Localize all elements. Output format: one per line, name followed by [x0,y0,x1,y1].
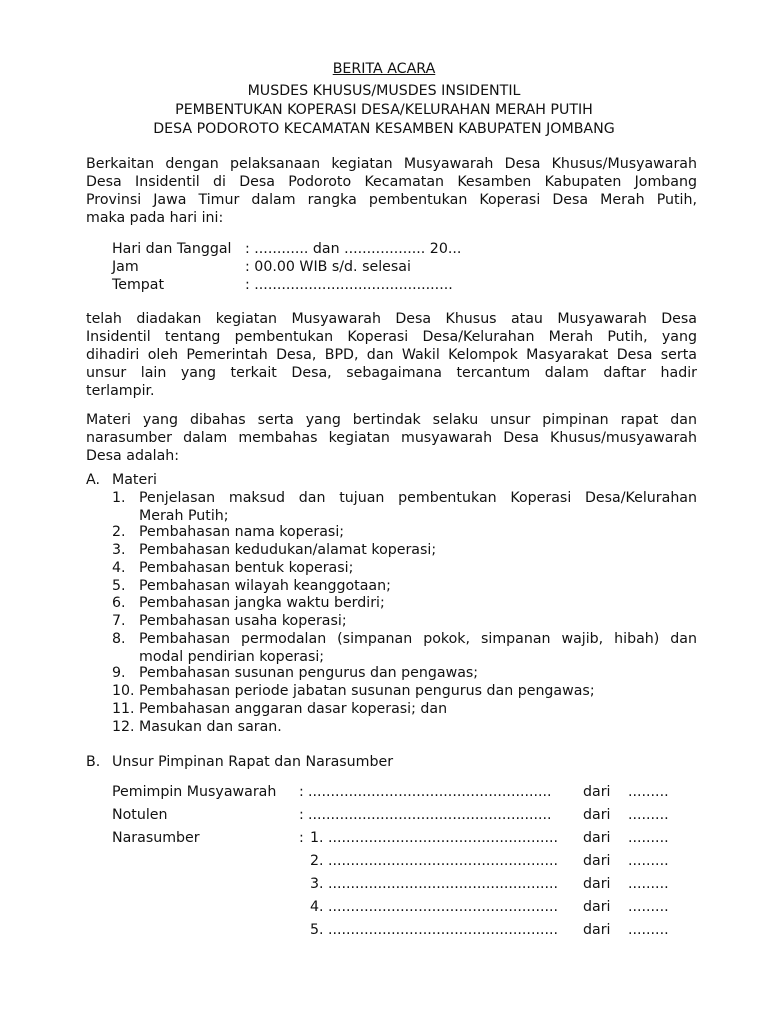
intro-line: maka pada hari ini: [86,210,224,226]
role-origin-label: dari [583,876,611,892]
role-origin-blank: ......... [628,922,669,938]
intro-line: Desa Insidentil di Desa Podoroto Kecamatan Kesamben Kabupaten Jombang [86,174,697,190]
document-title: BERITA ACARA [332,61,436,77]
speaker-number: 1. [310,830,324,846]
role-separator: : [299,784,304,800]
role-name-blank: ...................................................... [308,784,552,800]
role-label: Notulen [112,807,168,823]
detail-value-place: : ............................................ [245,277,453,293]
speaker-number: 5. [310,922,324,938]
role-name-blank: ................................................... [328,922,558,938]
role-origin-label: dari [583,853,611,869]
intro-line: Berkaitan dengan pelaksanaan kegiatan Musyawarah Desa Khusus/Musyawarah [86,156,697,172]
materi-intro-line: Desa adalah: [86,448,180,464]
role-origin-label: dari [583,922,611,938]
role-origin-blank: ......... [628,807,669,823]
list-item-text: Pembahasan anggaran dasar koperasi; dan [139,701,448,717]
list-item-number: 1. [112,490,126,506]
list-item-text: Pembahasan bentuk koperasi; [139,560,354,576]
list-item-number: 5. [112,578,126,594]
detail-label-date: Hari dan Tanggal [112,241,232,257]
role-name-blank: ................................................... [328,830,558,846]
role-origin-label: dari [583,807,611,823]
intro-line: Provinsi Jawa Timur dalam rangka pembentukan Koperasi Desa Merah Putih, [86,192,697,208]
speaker-number: 4. [310,899,324,915]
body-line: dihadiri oleh Pemerintah Desa, BPD, dan Wakil Kelompok Masyarakat Desa serta [86,347,697,363]
list-item-text: Penjelasan maksud dan tujuan pembentukan Koperasi Desa/Kelurahan [139,490,697,506]
list-item [139,630,697,666]
role-name-blank: ................................................... [328,899,558,915]
list-item-text: Pembahasan kedudukan/alamat koperasi; [139,542,437,558]
list-item-text: Pembahasan susunan pengurus dan pengawas; [139,665,479,681]
role-origin-label: dari [583,830,611,846]
body-line: Insidentil tentang pembentukan Koperasi Desa/Kelurahan Merah Putih, yang [86,329,697,345]
list-item-text: Pembahasan nama koperasi; [139,524,345,540]
detail-label-time: Jam [112,259,139,275]
list-item-number: 9. [112,665,126,681]
list-item-number: 11. [112,701,135,717]
detail-value-date: : ............ dan .................. 20... [245,241,462,257]
list-item-text: Pembahasan periode jabatan susunan pengurus dan pengawas; [139,683,595,699]
list-item-number: 12. [112,719,135,735]
list-item-number: 2. [112,524,126,540]
heading-line-1: MUSDES KHUSUS/MUSDES INSIDENTIL [247,83,521,99]
detail-value-time: : 00.00 WIB s/d. selesai [245,259,411,275]
role-origin-label: dari [583,784,611,800]
body-line: telah diadakan kegiatan Musyawarah Desa Khusus atau Musyawarah Desa [86,311,697,327]
body-line: terlampir. [86,383,155,399]
role-origin-blank: ......... [628,899,669,915]
materi-intro-paragraph [86,411,697,465]
role-separator: : [299,830,304,846]
section-a-letter: A. [86,472,100,488]
role-name-blank: ................................................... [328,853,558,869]
section-a-title: Materi [112,472,158,488]
body-paragraph [86,310,697,400]
list-item-text: Masukan dan saran. [139,719,282,735]
body-line: unsur lain yang terkait Desa, sebagaimana tercantum dalam daftar hadir [86,365,697,381]
intro-paragraph [86,155,697,227]
role-label: Narasumber [112,830,200,846]
list-item-number: 10. [112,683,135,699]
section-b-title: Unsur Pimpinan Rapat dan Narasumber [112,754,394,770]
list-item-text: Pembahasan usaha koperasi; [139,613,347,629]
role-origin-blank: ......... [628,784,669,800]
list-item-number: 8. [112,631,126,647]
list-item-text: Pembahasan permodalan (simpanan pokok, simpanan wajib, hibah) dan [139,631,697,647]
role-name-blank: ...................................................... [308,807,552,823]
role-origin-blank: ......... [628,853,669,869]
list-item-text: Merah Putih; [139,508,229,524]
materi-intro-line: Materi yang dibahas serta yang bertindak selaku unsur pimpinan rapat dan [86,412,697,428]
list-item-text: Pembahasan jangka waktu berdiri; [139,595,385,611]
list-item-text: Pembahasan wilayah keanggotaan; [139,578,391,594]
list-item-number: 6. [112,595,126,611]
detail-label-place: Tempat [112,277,165,293]
role-origin-blank: ......... [628,876,669,892]
speaker-number: 3. [310,876,324,892]
list-item-number: 7. [112,613,126,629]
heading-line-2: PEMBENTUKAN KOPERASI DESA/KELURAHAN MERAH PUTIH [175,102,593,118]
heading-line-3: DESA PODOROTO KECAMATAN KESAMBEN KABUPATEN JOMBANG [153,121,615,137]
list-item-text: modal pendirian koperasi; [139,649,325,665]
list-item [139,489,697,525]
materi-intro-line: narasumber dalam membahas kegiatan musyawarah Desa Khusus/musyawarah [86,430,697,446]
section-b-letter: B. [86,754,101,770]
role-separator: : [299,807,304,823]
role-name-blank: ................................................... [328,876,558,892]
list-item-number: 4. [112,560,126,576]
role-label: Pemimpin Musyawarah [112,784,277,800]
role-origin-blank: ......... [628,830,669,846]
speaker-number: 2. [310,853,324,869]
role-origin-label: dari [583,899,611,915]
list-item-number: 3. [112,542,126,558]
